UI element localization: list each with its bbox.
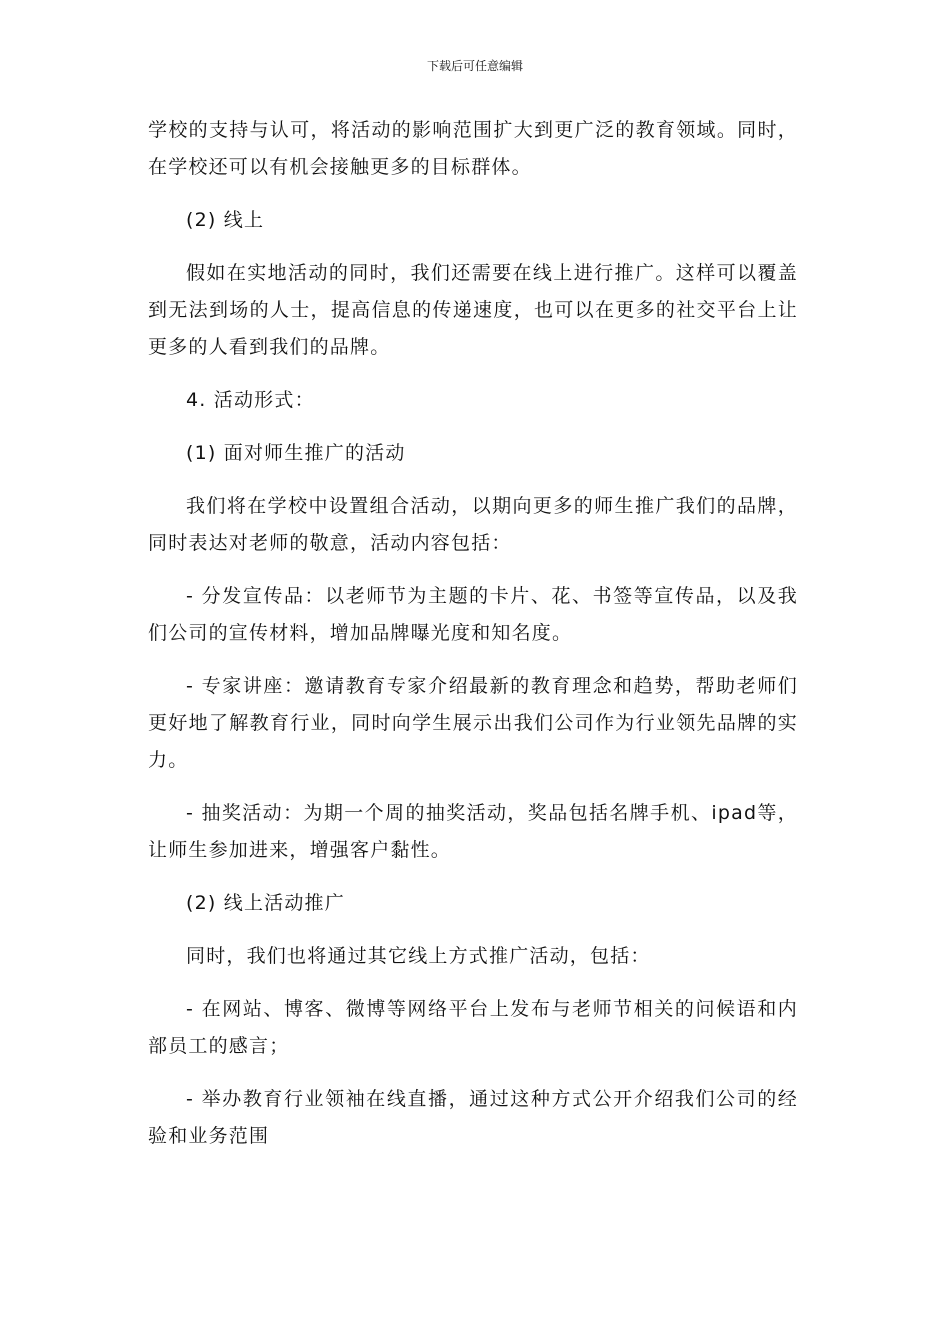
- paragraph-online-methods: 同时，我们也将通过其它线上方式推广活动，包括：: [186, 945, 651, 967]
- list-item-expert-lecture: - 专家讲座：邀请教育专家介绍最新的教育理念和趋势，帮助老师们更好地了解教育行业，同时向学生展示出我们公司作为行业领先品牌的实力。: [148, 675, 798, 771]
- list-item-web-posts: - 在网站、博客、微博等网络平台上发布与老师节相关的问候语和内部员工的感言；: [148, 998, 798, 1057]
- document-body: [148, 112, 798, 1155]
- page-header-note: 下载后可任意编辑: [426, 59, 523, 73]
- section-heading-activity-format: 4. 活动形式：: [186, 389, 315, 411]
- paragraph-continuation: 学校的支持与认可，将活动的影响范围扩大到更广泛的教育领域。同时，在学校还可以有机会接触更多的目标群体。: [148, 119, 798, 178]
- list-item-promo-materials: - 分发宣传品：以老师节为主题的卡片、花、书签等宣传品，以及我们公司的宣传材料，增加品牌曝光度和知名度。: [148, 585, 798, 644]
- list-item-lottery: - 抽奖活动：为期一个周的抽奖活动，奖品包括名牌手机、ipad等，让师生参加进来，增强客户黏性。: [148, 802, 798, 861]
- paragraph-online-promotion: 假如在实地活动的同时，我们还需要在线上进行推广。这样可以覆盖到无法到场的人士，提高信息的传递速度，也可以在更多的社交平台上让更多的人看到我们的品牌。: [148, 262, 798, 358]
- subheading-online-activity-promotion: (2) 线上活动推广: [186, 892, 345, 914]
- subheading-online: (2) 线上: [186, 209, 265, 231]
- list-item-livestream: - 举办教育行业领袖在线直播，通过这种方式公开介绍我们公司的经验和业务范围: [148, 1088, 798, 1147]
- subheading-teacher-student-activities: (1) 面对师生推广的活动: [186, 442, 406, 464]
- paragraph-school-activities: 我们将在学校中设置组合活动，以期向更多的师生推广我们的品牌，同时表达对老师的敬意，活动内容包括：: [148, 495, 798, 554]
